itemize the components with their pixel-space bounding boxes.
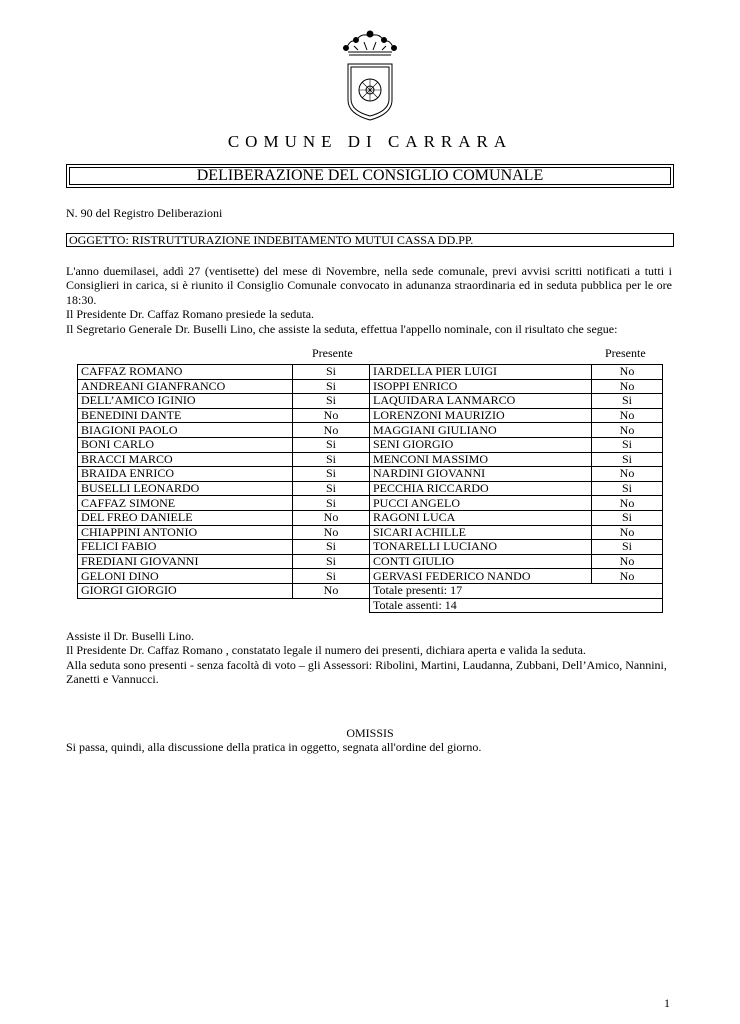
councillor-name: CAFFAZ SIMONE [78,496,293,511]
councillor-name: BIAGIONI PAOLO [78,423,293,438]
table-row [78,569,663,584]
intro-section [66,264,672,336]
subject-line: OGGETTO: RISTRUTTURAZIONE INDEBITAMENTO MUTUI CASSA DD.PP. [66,233,674,247]
table-row [78,583,663,598]
table-row [78,598,663,613]
assessors-line: Alla seduta sono presenti - senza facoltà di voto – gli Assessori: Ribolini, Martini, Laudanna, Zubbani, Dell’Amico, Nannini, Zanetti e Vannucci. [66,657,667,687]
presence-value: Si [293,540,370,555]
councillor-name: MAGGIANI GIULIANO [370,423,592,438]
councillor-name: NARDINI GIOVANNI [370,467,592,482]
total-present: Totale presenti: 17 [370,583,663,598]
closing-section [66,629,672,687]
omissis-text: Si passa, quindi, alla discussione della pratica in oggetto, segnata all'ordine del giorno. [66,740,482,754]
presence-value: Si [293,452,370,467]
attendance-table [77,364,663,613]
councillor-name: PECCHIA RICCARDO [370,481,592,496]
councillor-name: IARDELLA PIER LUIGI [370,365,592,380]
presence-value: No [592,365,663,380]
document-title-box [66,164,674,188]
presence-value: No [592,496,663,511]
table-row [78,467,663,482]
presence-value: Si [293,481,370,496]
presence-value: No [293,583,370,598]
presence-value: Si [592,510,663,525]
councillor-name: BUSELLI LEONARDO [78,481,293,496]
councillor-name: CONTI GIULIO [370,554,592,569]
presence-value: No [592,569,663,584]
coat-of-arms-emblem [340,28,400,128]
councillor-name: CHIAPPINI ANTONIO [78,525,293,540]
councillor-name: FREDIANI GIOVANNI [78,554,293,569]
councillor-name: LORENZONI MAURIZIO [370,408,592,423]
empty-cell [293,598,370,613]
empty-cell [78,598,293,613]
presence-value: No [293,510,370,525]
table-row [78,525,663,540]
presence-value: Si [293,394,370,409]
presence-value: Si [293,467,370,482]
presence-value: Si [592,481,663,496]
presence-value: No [293,525,370,540]
councillor-name: CAFFAZ ROMANO [78,365,293,380]
councillor-name: ISOPPI ENRICO [370,379,592,394]
councillor-name: LAQUIDARA LANMARCO [370,394,592,409]
presence-value: Si [592,540,663,555]
presence-value: No [293,408,370,423]
councillor-name: RAGONI LUCA [370,510,592,525]
municipality-name: COMUNE DI CARRARA [227,132,513,151]
presence-value: Si [293,379,370,394]
presence-value: No [592,408,663,423]
councillor-name: SENI GIORGIO [370,437,592,452]
present-column-header-left: Presente [312,346,353,360]
councillor-name: MENCONI MASSIMO [370,452,592,467]
presence-value: Si [293,437,370,452]
president-line: Il Presidente Dr. Caffaz Romano presiede la seduta. [66,307,315,322]
presence-value: Si [293,554,370,569]
document-title: DELIBERAZIONE DEL CONSIGLIO COMUNALE [69,167,671,185]
presence-value: Si [592,452,663,467]
table-row [78,394,663,409]
table-row [78,379,663,394]
presence-value: Si [293,569,370,584]
presence-value: No [592,423,663,438]
councillor-name: BRAIDA ENRICO [78,467,293,482]
councillor-name: BRACCI MARCO [78,452,293,467]
table-row [78,540,663,555]
table-row [78,481,663,496]
presence-value: Si [592,437,663,452]
page-number: 1 [664,996,670,1010]
table-row [78,496,663,511]
quorum-line: Il Presidente Dr. Caffaz Romano , constatato legale il numero dei presenti, dichiara aperta e valida la seduta. [66,643,586,658]
table-row [78,510,663,525]
presence-value: No [592,467,663,482]
presence-value: No [592,379,663,394]
table-row [78,452,663,467]
councillor-name: BENEDINI DANTE [78,408,293,423]
present-column-header-right: Presente [605,346,646,360]
table-row [78,408,663,423]
councillor-name: TONARELLI LUCIANO [370,540,592,555]
presence-value: No [592,525,663,540]
assistant-line: Assiste il Dr. Buselli Lino. [66,629,195,643]
councillor-name: GERVASI FEDERICO NANDO [370,569,592,584]
registry-number: N. 90 del Registro Deliberazioni [66,206,223,220]
presence-value: No [592,554,663,569]
councillor-name: BONI CARLO [78,437,293,452]
councillor-name: GELONI DINO [78,569,293,584]
omissis-title: OMISSIS [346,726,394,740]
presence-value: Si [293,365,370,380]
councillor-name: SICARI ACHILLE [370,525,592,540]
table-row [78,437,663,452]
councillor-name: DELL’AMICO IGINIO [78,394,293,409]
councillor-name: DEL FREO DANIELE [78,510,293,525]
councillor-name: ANDREANI GIANFRANCO [78,379,293,394]
councillor-name: GIORGI GIORGIO [78,583,293,598]
total-absent: Totale assenti: 14 [370,598,663,613]
intro-paragraph: L'anno duemilasei, addì 27 (ventisette) del mese di Novembre, nella sede comunale, previ avvisi scritti notificati a tutti i Consiglieri in carica, si è riunito il Consiglio Comunale convocato in adunanza straordinaria ed in seduta pubblica per le ore 18:30. [66,264,672,307]
presence-value: Si [592,394,663,409]
councillor-name: FELICI FABIO [78,540,293,555]
table-row [78,423,663,438]
secretary-line: Il Segretario Generale Dr. Buselli Lino, che assiste la seduta, effettua l'appello nominale, con il risultato che segue: [66,321,618,336]
councillor-name: PUCCI ANGELO [370,496,592,511]
table-row [78,554,663,569]
table-row [78,365,663,380]
presence-value: No [293,423,370,438]
presence-value: Si [293,496,370,511]
